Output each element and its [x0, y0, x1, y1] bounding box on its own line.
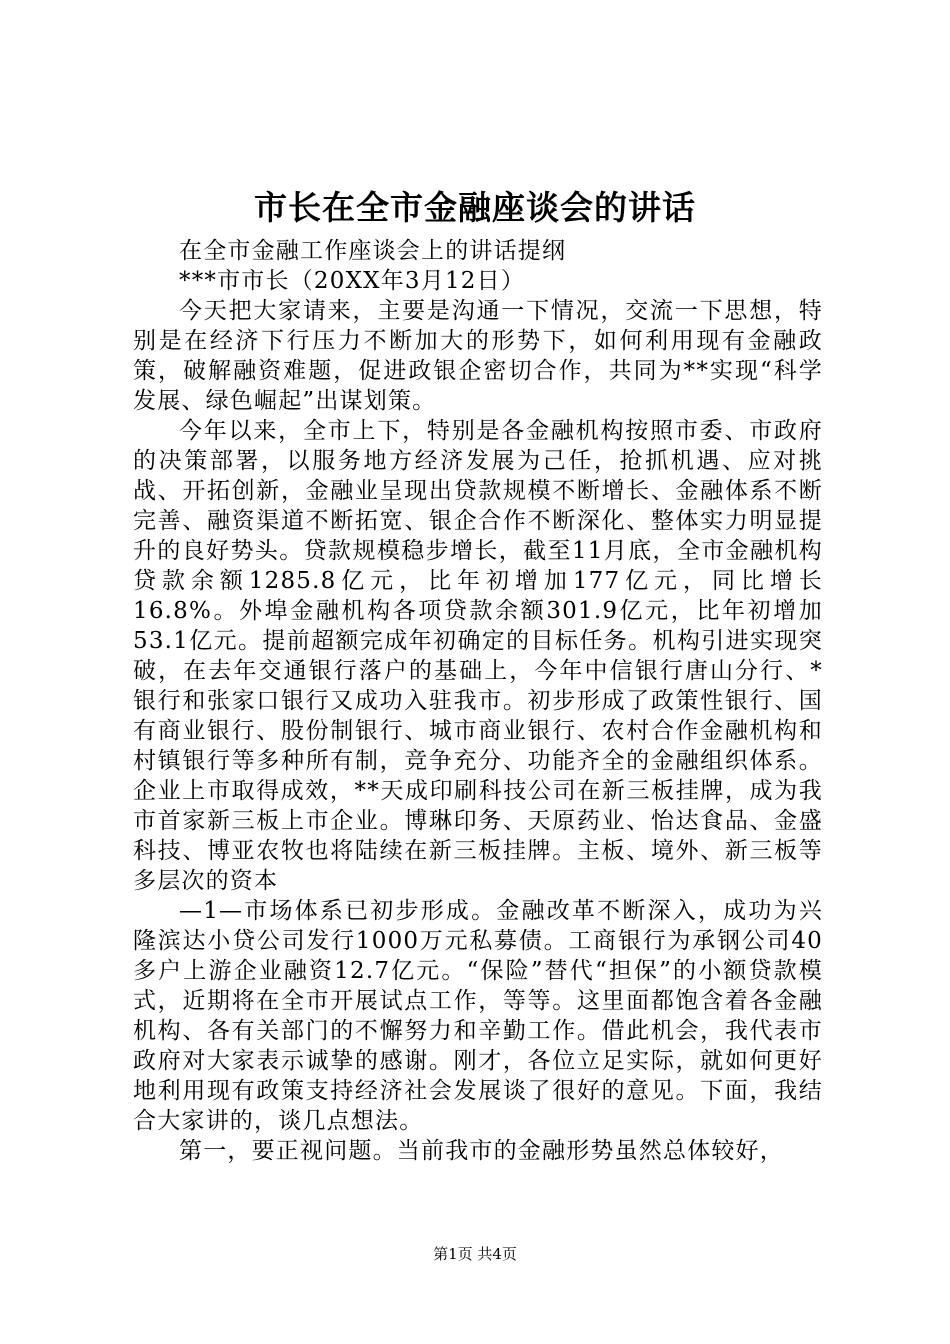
page-footer: 第1页 共4页 — [433, 1245, 517, 1263]
document-body — [133, 236, 823, 1166]
paragraph: 今天把大家请来，主要是沟通一下情况，交流一下思想，特别是在经济下行压力不断加大的形势下，如何利用现有金融政策，破解融资难题，促进政银企密切合作，共同为**实现“科学发展、绿色崛起”出谋划策。 — [133, 298, 823, 414]
paragraph: 今年以来，全市上下，特别是各金融机构按照市委、市政府的决策部署，以服务地方经济发展为己任，抢抓机遇、应对挑战、开拓创新，金融业呈现出贷款规模不断增长、金融体系不断完善、融资渠道不断拓宽、银企合作不断深化、整体实力明显提升的良好势头。贷款规模稳步增长，截至11月底，全市金融机构贷款余额1285.8亿元，比年初增加177亿元，同比增长16.8%。外埠金融机构各项贷款余额301.9亿元，比年初增加53.1亿元。提前超额完成年初确定的目标任务。机构引进实现突破，在去年交通银行落户的基础上，今年中信银行唐山分行、*银行和张家口银行又成功入驻我市。初步形成了政策性银行、国有商业银行、股份制银行、城市商业银行、农村合作金融机构和村镇银行等多种所有制，竞争充分、功能齐全的金融组织体系。企业上市取得成效，**天成印刷科技公司在新三板挂牌，成为我市首家新三板上市企业。博琳印务、天原药业、怡达食品、金盛科技、博亚农牧也将陆续在新三板挂牌。主板、境外、新三板等多层次的资本 — [133, 418, 823, 894]
speaker-line: ***市市长（20XX年3月12日） — [179, 268, 526, 294]
paragraph: —1—市场体系已初步形成。金融改革不断深入，成功为兴隆滨达小贷公司发行1000万元私募债。工商银行为承钢公司40多户上游企业融资12.7亿元。“保险”替代“担保”的小额贷款模式，近期将在全市开展试点工作，等等。这里面都饱含着各金融机构、各有关部门的不懈努力和辛勤工作。借此机会，我代表市政府对大家表示诚挚的感谢。刚才，各位立足实际，就如何更好地利用现有政策支持经济社会发展谈了很好的意见。下面，我结合大家讲的，谈几点想法。 — [133, 898, 823, 1134]
paragraph: 第一，要正视问题。当前我市的金融形势虽然总体较好， — [179, 1138, 784, 1164]
document-title: 市长在全市金融座谈会的讲话 — [254, 188, 696, 227]
subtitle-line: 在全市金融工作座谈会上的讲话提纲 — [179, 238, 567, 264]
